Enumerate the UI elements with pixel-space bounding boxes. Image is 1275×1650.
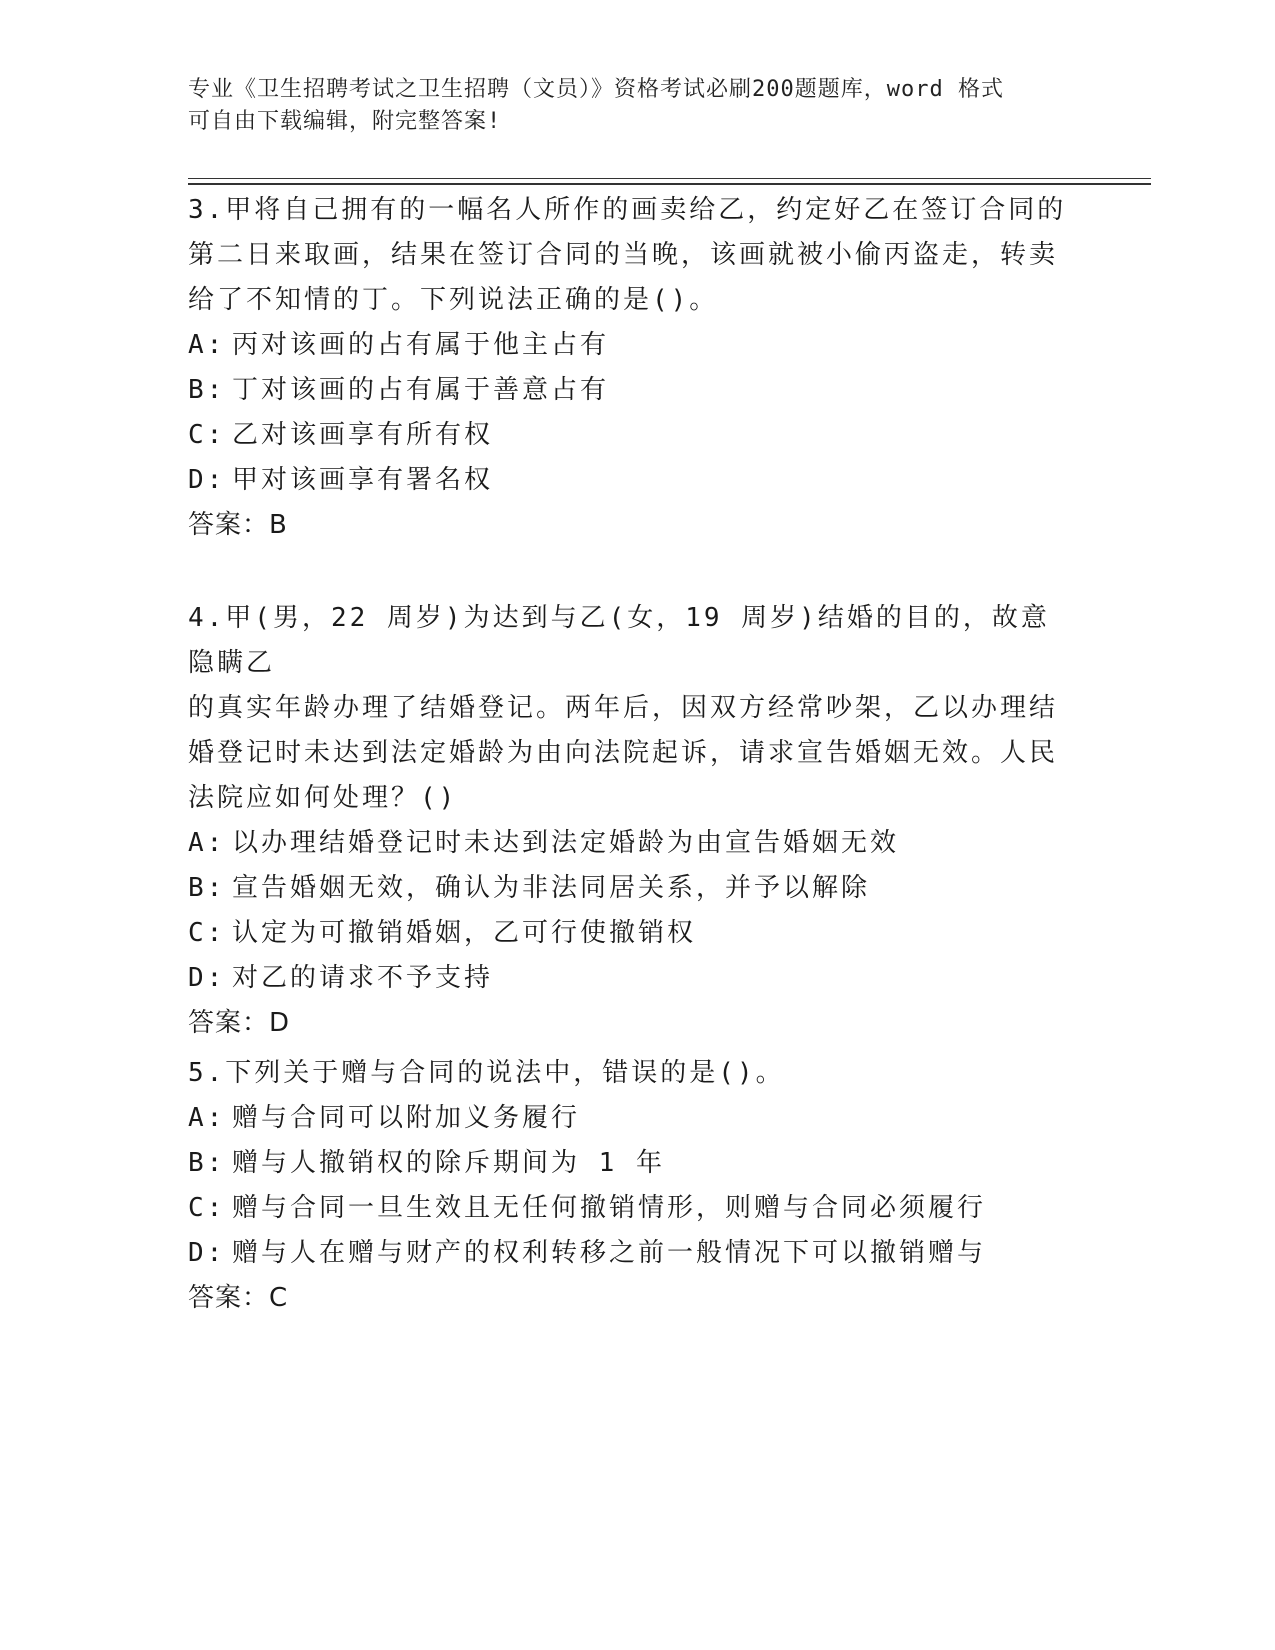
option-text: 赠与人撤销权的除斥期间为 1 年: [232, 1148, 665, 1178]
option-key: A:: [188, 828, 226, 858]
question-stem-line: 第二日来取画，结果在签订合同的当晚，该画就被小偷丙盗走，转卖: [188, 240, 1059, 270]
option-key: C:: [188, 1193, 226, 1223]
answer-line: 答案：C: [188, 1283, 289, 1313]
option-key: D:: [188, 1238, 226, 1268]
option-key: C:: [188, 918, 226, 948]
header-divider-thin: [188, 178, 1151, 179]
question-stem-line: 婚登记时未达到法定婚龄为由向法院起诉，请求宣告婚姻无效。人民: [188, 738, 1059, 768]
question-stem-line: 3.甲将自己拥有的一幅名人所作的画卖给乙，约定好乙在签订合同的: [188, 195, 1067, 225]
option-text: 以办理结婚登记时未达到法定婚龄为由宣告婚姻无效: [232, 828, 900, 858]
header-line-2: 可自由下载编辑，附完整答案!: [188, 109, 502, 134]
option-text: 赠与人在赠与财产的权利转移之前一般情况下可以撤销赠与: [232, 1238, 987, 1268]
question-4: [188, 596, 1068, 1046]
option-a: [188, 1096, 1068, 1141]
question-3: [188, 188, 1068, 548]
question-stem-line: 4.甲(男，22 周岁)为达到与乙(女，19 周岁)结婚的目的，故意隐瞒乙: [188, 603, 1050, 678]
option-key: B:: [188, 1148, 226, 1178]
option-key: A:: [188, 1103, 226, 1133]
option-key: B:: [188, 375, 226, 405]
answer-line: 答案：B: [188, 510, 288, 540]
option-a: [188, 821, 1068, 866]
question-stem-line: 5.下列关于赠与合同的说法中，错误的是()。: [188, 1058, 785, 1088]
option-b: [188, 368, 1068, 413]
option-text: 对乙的请求不予支持: [232, 963, 494, 993]
document-header: [188, 74, 1068, 138]
question-stem-line: 的真实年龄办理了结婚登记。两年后，因双方经常吵架，乙以办理结: [188, 693, 1059, 723]
header-divider-thick: [188, 183, 1151, 185]
option-key: D:: [188, 465, 226, 495]
question-stem-line: 给了不知情的丁。下列说法正确的是()。: [188, 285, 719, 315]
option-text: 丁对该画的占有属于善意占有: [232, 375, 610, 405]
option-key: C:: [188, 420, 226, 450]
question-stem-line: 法院应如何处理？(): [188, 783, 458, 813]
option-text: 赠与合同一旦生效且无任何撤销情形，则赠与合同必须履行: [232, 1193, 987, 1223]
answer-line: 答案：D: [188, 1008, 291, 1038]
option-c: [188, 1186, 1068, 1231]
option-text: 赠与合同可以附加义务履行: [232, 1103, 581, 1133]
question-5: [188, 1051, 1068, 1321]
option-text: 认定为可撤销婚姻，乙可行使撤销权: [232, 918, 697, 948]
option-d: [188, 1231, 1068, 1276]
option-text: 乙对该画享有所有权: [232, 420, 494, 450]
option-text: 丙对该画的占有属于他主占有: [232, 330, 610, 360]
option-key: A:: [188, 330, 226, 360]
option-b: [188, 866, 1068, 911]
option-key: B:: [188, 873, 226, 903]
option-c: [188, 413, 1068, 458]
header-line-1: 专业《卫生招聘考试之卫生招聘（文员）》资格考试必刷200题题库，word 格式: [188, 77, 1004, 102]
option-b: [188, 1141, 1068, 1186]
option-text: 甲对该画享有署名权: [232, 465, 494, 495]
option-text: 宣告婚姻无效，确认为非法同居关系，并予以解除: [232, 873, 871, 903]
option-a: [188, 323, 1068, 368]
option-d: [188, 956, 1068, 1001]
option-c: [188, 911, 1068, 956]
option-d: [188, 458, 1068, 503]
option-key: D:: [188, 963, 226, 993]
